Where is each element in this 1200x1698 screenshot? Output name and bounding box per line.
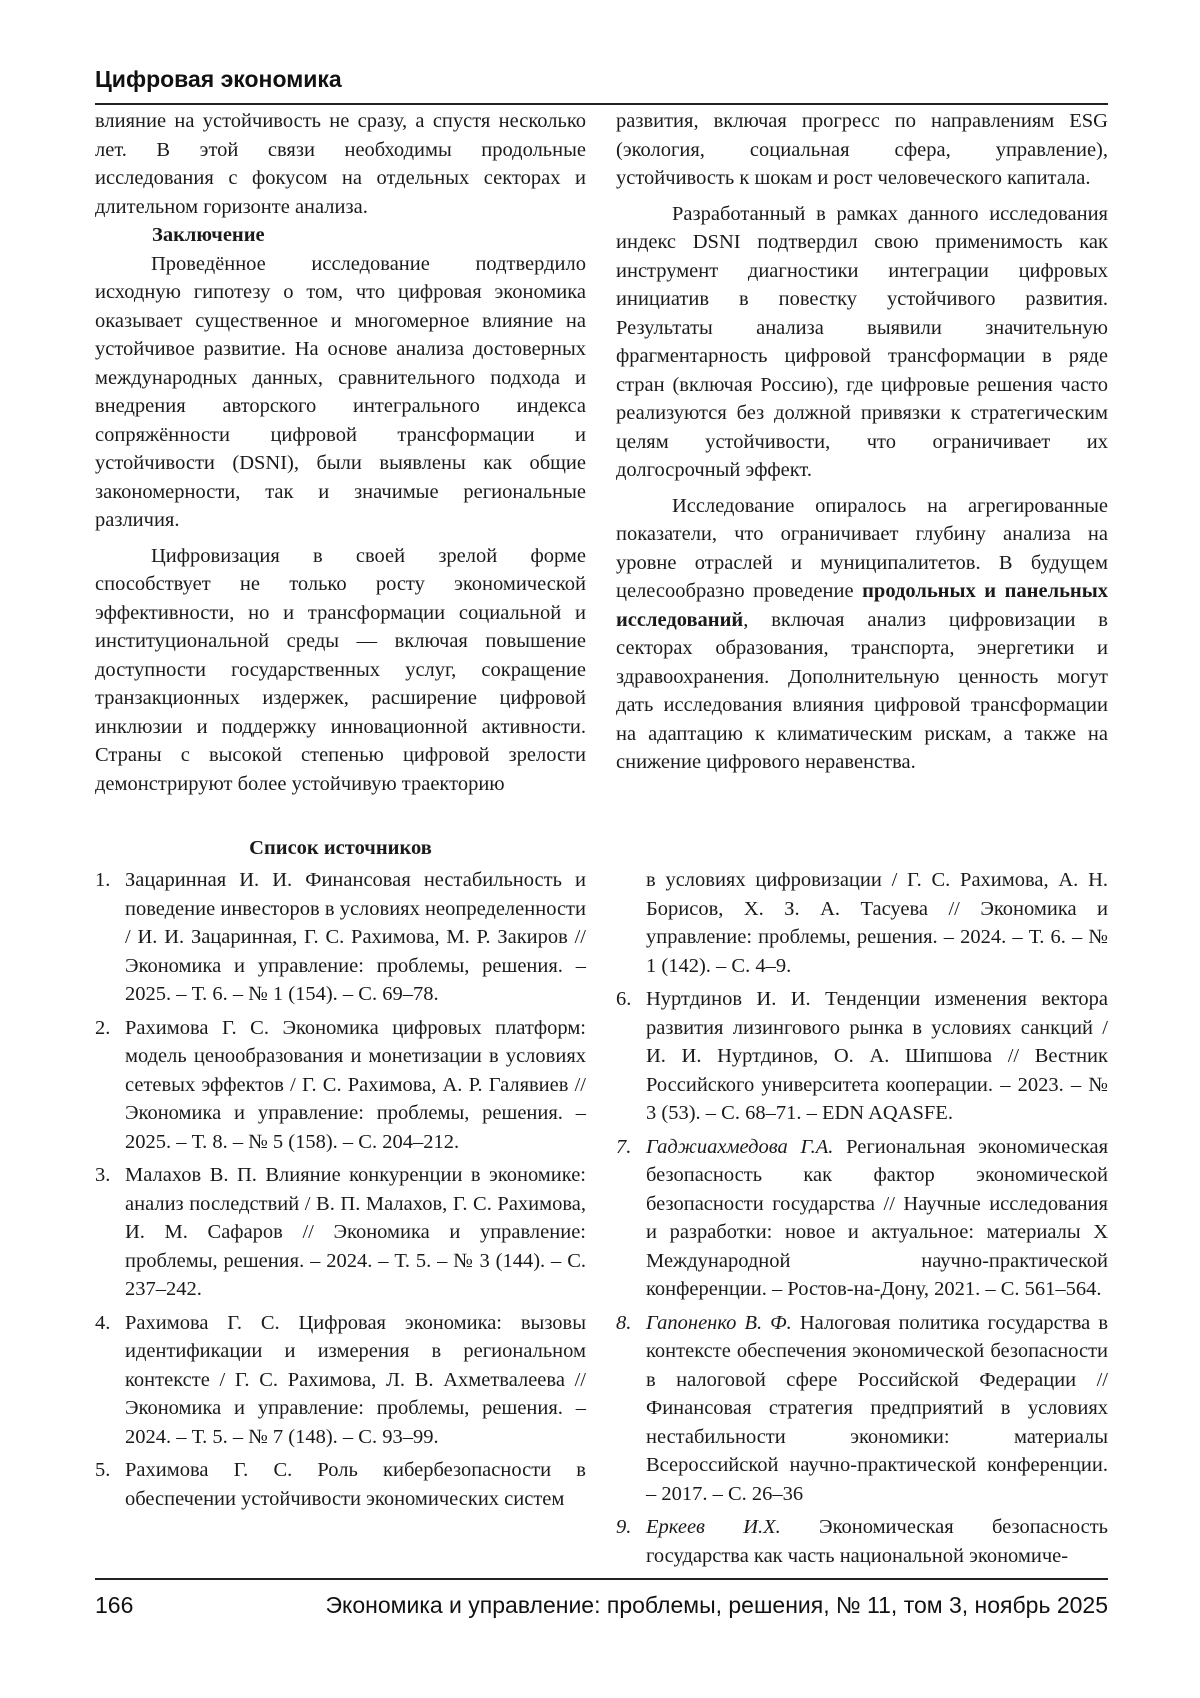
- reference-author: Гапоненко В. Ф.: [646, 1311, 792, 1334]
- paragraph: Проведённое исследование подтвердило исходную гипотезу о том, что цифровая экономика оказывает существенное и многомерное влияние на устойчивое развитие. На основе анализа достоверных международных данных, сравнительного подхода и внедрения авторского интегрального индекса сопряжённости цифровой трансформации и устойчивости (DSNI), были выявлены как общие закономерности, так и значимые региональные различия.: [95, 252, 586, 531]
- reference-number: 9.: [616, 1516, 632, 1538]
- reference-item: [95, 1014, 586, 1157]
- reference-number: 8.: [616, 1311, 632, 1334]
- reference-text: Рахимова Г. С. Цифровая экономика: вызовы идентификации и измерения в региональном контексте / Г. С. Рахимова, Л. В. Ахметвалеева // Экономика и управление: проблемы, решения. – 2024. – Т. 5. – № 7 (148). – С. 93–99.: [125, 1311, 586, 1448]
- references-list-left: [95, 866, 586, 1518]
- running-header-title: Цифровая экономика: [95, 66, 342, 92]
- reference-text: Рахимова Г. С. Экономика цифровых платформ: модель ценообразования и монетизации в условиях сетевых эффектов / Г. С. Рахимова, А. Р. Галявиев // Экономика и управление: проблемы, решения. – 2025. – Т. 8. – № 5 (158). – С. 204–212.: [125, 1016, 586, 1153]
- reference-text: Налоговая политика государства в контексте обеспечения экономической безопасности в налоговой сфере Российской Федерации // Финансовая стратегия предприятий в условиях нестабильности экономики: материалы Всероссийской научно-практической конференции. – 2017. – С. 26–36: [646, 1311, 1108, 1505]
- reference-number: 7.: [616, 1135, 632, 1158]
- paragraph: [616, 492, 1108, 777]
- paragraph-continuation: влияние на устойчивость не сразу, а спустя несколько лет. В этой связи необходимы продольные исследования с фокусом на отдельных секторах и длительном горизонте анализа.: [95, 110, 586, 218]
- paragraph: Цифровизация в своей зрелой форме способствует не только росту экономической эффективности, но и трансформации социальной и институциональной среды — включая повышение доступности государственных услуг, сокращение транзакционных издержек, расширение цифровой инклюзии и поддержку инновационной активности. Страны с высокой степенью цифровой зрелости демонстрируют более устойчивую траекторию: [95, 544, 586, 795]
- references-list-right: [616, 866, 1108, 1575]
- paragraph-text: , включая анализ цифровизации в секторах образования, транспорта, энергетики и здравоохранения. Дополнительную ценность могут дать исследования влияния цифровой трансформации на адаптацию к климатическим рискам, а также на снижение цифрового неравенства.: [616, 608, 1108, 773]
- footer-rule: [95, 1578, 1108, 1580]
- reference-text: Рахимова Г. С. Роль кибербезопасности в обеспечении устойчивости экономических систем: [125, 1459, 586, 1510]
- references-heading: Список источников: [249, 837, 432, 859]
- reference-item: [95, 1309, 586, 1452]
- reference-author: Гаджиахмедова Г.А.: [646, 1135, 834, 1158]
- reference-item: [616, 1133, 1108, 1304]
- page-footer: [95, 1588, 1108, 1622]
- reference-author: Еркеев И.Х.: [646, 1516, 781, 1538]
- header-rule: [95, 103, 1108, 105]
- reference-number: 4.: [95, 1311, 111, 1334]
- reference-number: 3.: [95, 1164, 111, 1186]
- reference-number: 1.: [95, 869, 111, 891]
- reference-item: [95, 1161, 586, 1304]
- reference-text: Зацаринная И. И. Финансовая нестабильность и поведение инвесторов в условиях неопределенности / И. И. Зацаринная, Г. С. Рахимова, М. Р. Закиров // Экономика и управление: проблемы, решения. – 2025. – Т. 6. – № 1 (154). – С. 69–78.: [125, 869, 586, 1005]
- reference-text: Нуртдинов И. И. Тенденции изменения вектора развития лизингового рынка в условиях санкций / И. И. Нуртдинов, О. А. Шипшова // Вестник Российского университета кооперации. – 2023. – № 3 (53). – С. 68–71. – EDN AQASFE.: [646, 988, 1108, 1124]
- reference-text: Малахов В. П. Влияние конкуренции в экономике: анализ последствий / В. П. Малахов, Г. С. Рахимова, И. М. Сафаров // Экономика и управление: проблемы, решения. – 2024. – Т. 5. – № 3 (144). – С. 237–242.: [125, 1164, 586, 1300]
- paragraph: Разработанный в рамках данного исследования индекс DSNI подтвердил свою применимость как инструмент диагностики интеграции цифровых инициатив в повестку устойчивого развития. Результаты анализа выявили значительную фрагментарность цифровой трансформации в ряде стран (включая Россию), где цифровые решения часто реализуются без должной привязки к стратегическим целям устойчивости, что ограничивает их долгосрочный эффект.: [616, 202, 1108, 481]
- journal-name: Экономика и управление: проблемы, решения, № 11, том 3, ноябрь 2025: [325, 1592, 1108, 1618]
- reference-number: 6.: [616, 988, 632, 1010]
- reference-item: [95, 866, 586, 1009]
- reference-continuation: в условиях цифровизации / Г. С. Рахимова, А. Н. Борисов, Х. З. А. Тасуева // Экономика и управление: проблемы, решения. – 2024. – Т. 6. – № 1 (142). – С. 4–9.: [646, 869, 1108, 977]
- reference-text: Региональная экономическая безопасность как фактор экономической безопасности государства // Научные исследования и разработки: новое и актуальное: материалы X Международной научно-практической конференции. – Ростов-на-Дону, 2021. – С. 561–564.: [646, 1135, 1109, 1300]
- reference-item: [616, 1513, 1108, 1570]
- reference-number: 2.: [95, 1016, 111, 1039]
- paragraph-continuation: развития, включая прогресс по направлениям ESG (экология, социальная сфера, управление), устойчивость к шокам и рост человеческого капитала.: [616, 110, 1108, 189]
- body-column-right: [616, 107, 1108, 777]
- reference-item: [616, 1309, 1108, 1509]
- paragraph-text: Исследование опиралось на агрегированные показатели, что ограничивает глубину анализа на уровне отраслей и муниципалитетов. В будущем целесообразно проведение: [616, 494, 1108, 602]
- reference-item: [95, 1456, 586, 1513]
- body-column-left: [95, 107, 586, 798]
- reference-text: Экономическая безопасность государства как часть национальной экономиче-: [646, 1516, 1108, 1567]
- emphasized-text: продольных и панельных исследований: [616, 580, 1108, 631]
- page-number: 166: [95, 1592, 134, 1618]
- conclusion-heading: Заключение: [152, 224, 265, 246]
- reference-number: 5.: [95, 1459, 111, 1481]
- reference-item: [616, 985, 1108, 1128]
